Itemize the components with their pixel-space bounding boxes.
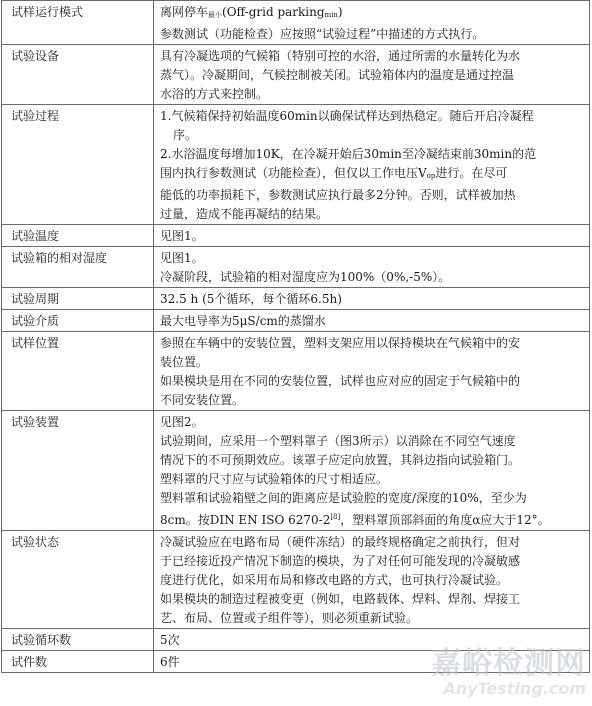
row-content: [154, 531, 590, 629]
text-text: 艺、布局、位置或子组件等），则必须重新试验。: [160, 611, 419, 625]
content-line: [160, 47, 583, 66]
row-label: 试验介质: [2, 310, 154, 332]
table-row: [2, 411, 590, 531]
row-label: 试验装置: [2, 411, 154, 531]
row-content: [154, 288, 590, 310]
text-text: 塑料罩的尺寸应与试验箱体的尺寸相适应。: [160, 472, 389, 486]
content-line: [160, 372, 583, 391]
watermark-en: AnyTesting.com: [443, 679, 586, 698]
text-text: 1.气候箱保持初始温度60min以确保试样达到热稳定。随后开启冷凝程: [160, 109, 534, 123]
table-row: [2, 225, 590, 247]
text-text: 具有冷凝选项的气候箱（特别可控的水浴，通过所需的水量转化为水: [160, 49, 521, 63]
text-post: ，塑料罩顶部斜面的角度α应大于12°。: [340, 513, 550, 527]
row-content: [154, 1, 590, 45]
row-content: [154, 225, 590, 247]
text-text: 最大电导率为5μS/cm的蒸馏水: [160, 314, 326, 328]
text-sub2: min: [324, 11, 338, 19]
text-text: 见图2。: [160, 415, 204, 429]
text-text: 5次: [160, 633, 180, 647]
text-text: 6件: [160, 655, 180, 669]
text-text: 装位置。: [160, 355, 209, 369]
content-line: [160, 312, 583, 331]
content-line: [160, 126, 583, 145]
content-line: [160, 268, 583, 287]
watermark-cn: 嘉峪检测网: [431, 646, 586, 681]
content-line: [160, 227, 583, 246]
content-line: [160, 451, 583, 470]
table-row: [2, 332, 590, 411]
content-line: [160, 25, 583, 44]
row-label: 试验设备: [2, 45, 154, 105]
text-mid: (Off-grid parking: [222, 5, 325, 19]
content-line: [160, 66, 583, 85]
table-row: [2, 105, 590, 225]
content-line: [160, 353, 583, 372]
row-content: [154, 411, 590, 531]
test-spec-table: [1, 0, 590, 673]
text-text: 蒸气）。冷凝期间，气候控制被关闭。试验箱体内的温度是通过控温: [160, 68, 515, 82]
content-line: [160, 391, 583, 410]
text-text: 参数测试（功能检查）应按照“试验过程”中描述的方式执行。: [160, 27, 485, 41]
text-text: 围内执行参数测试（功能检查），但仅以工作电压V: [160, 166, 427, 180]
content-line: [160, 3, 583, 25]
text-text: 水浴的方式来控制。: [160, 87, 269, 101]
text-text: 见图1。: [160, 229, 204, 243]
content-line: [160, 186, 583, 205]
row-label: 试件数: [2, 651, 154, 673]
text-text: 32.5 h (5个循环，每个循环6.5h): [160, 292, 342, 306]
row-content: [154, 332, 590, 411]
text-text: 序。: [173, 128, 198, 142]
row-content: [154, 45, 590, 105]
row-label: 试验温度: [2, 225, 154, 247]
content-line: [160, 85, 583, 104]
text-text: 8cm。按DIN EN ISO 6270-2: [160, 513, 331, 527]
text-text: 冷凝阶段，试验箱的相对湿度应为100%（0%,-5%）。: [160, 270, 451, 284]
content-line: [160, 290, 583, 309]
row-label: 试样运行模式: [2, 1, 154, 45]
table-row: [2, 1, 590, 45]
table-row: [2, 310, 590, 332]
content-line: [160, 432, 583, 451]
table-row: [2, 247, 590, 288]
text-text: 试验期间，应采用一个塑料罩子（图3所示）以消除在不同空气速度: [160, 434, 516, 448]
row-label: 试验循环数: [2, 629, 154, 651]
content-line: [160, 571, 583, 590]
text-text: 不同安装位置。: [160, 393, 245, 407]
text-sup: [8]: [330, 513, 341, 521]
row-label: 试验状态: [2, 531, 154, 629]
content-line: [160, 508, 583, 530]
text-text: 塑料罩和试验箱壁之间的距离应是试验腔的宽度/深度的10%，至少为: [160, 491, 527, 505]
content-line: [160, 164, 583, 186]
text-text: 如果模块的制造过程被变更（例如，电路载体、焊料、焊剂、焊接工: [160, 592, 521, 606]
row-label: 试样位置: [2, 332, 154, 411]
table-row: [2, 531, 590, 629]
row-content: [154, 247, 590, 288]
text-text: 参照在车辆中的安装位置，塑料支架应用以保持模块在气候箱中的安: [160, 336, 521, 350]
content-line: [160, 334, 583, 353]
row-label: 试验箱的相对湿度: [2, 247, 154, 288]
content-line: [160, 552, 583, 571]
content-line: [160, 107, 583, 126]
table-row: [2, 45, 590, 105]
text-pre: 离网停车: [160, 5, 209, 19]
content-line: [160, 590, 583, 609]
text-text: 度进行优化，如采用布局和修改电路的方式，也可执行冷凝试验。: [160, 573, 509, 587]
text-sub: 最小: [208, 11, 223, 19]
row-label: 试验过程: [2, 105, 154, 225]
content-line: [160, 413, 583, 432]
text-text: 过量，造成不能再凝结的结果。: [160, 207, 329, 221]
content-line: [160, 145, 583, 164]
content-line: [160, 533, 583, 552]
table-row: [2, 288, 590, 310]
text-post: ): [337, 5, 343, 19]
text-text: 能低的功率损耗下，参数测试应执行最多2分钟。否则，试样被加热: [160, 188, 516, 202]
content-line: [160, 609, 583, 628]
text-text: 见图1。: [160, 251, 204, 265]
content-line: [160, 249, 583, 268]
watermark-logo: [431, 648, 586, 698]
text-text: 冷凝试验应在电路布局（硬件冻结）的最终规格确定之前执行，但对: [160, 535, 521, 549]
text-post: 进行。在尽可: [435, 166, 508, 180]
row-content: [154, 105, 590, 225]
row-content: [154, 310, 590, 332]
row-label: 试验周期: [2, 288, 154, 310]
text-text: 2.水浴温度每增加10K，在冷凝开始后30min至冷凝结束前30min的范: [160, 147, 537, 161]
text-text: 如果模块是用在不同的安装位置，试样也应对应的固定于气候箱中的: [160, 374, 521, 388]
content-line: [160, 489, 583, 508]
text-sub: op: [426, 172, 436, 180]
content-line: [160, 205, 583, 224]
text-text: 情况下的不可预期效应。该罩子应定向放置，其斜边指向试验箱门。: [160, 453, 521, 467]
text-text: 于已经接近投产情况下制造的模块，为了对任何可能发现的冷凝敏感: [160, 554, 521, 568]
content-line: [160, 470, 583, 489]
